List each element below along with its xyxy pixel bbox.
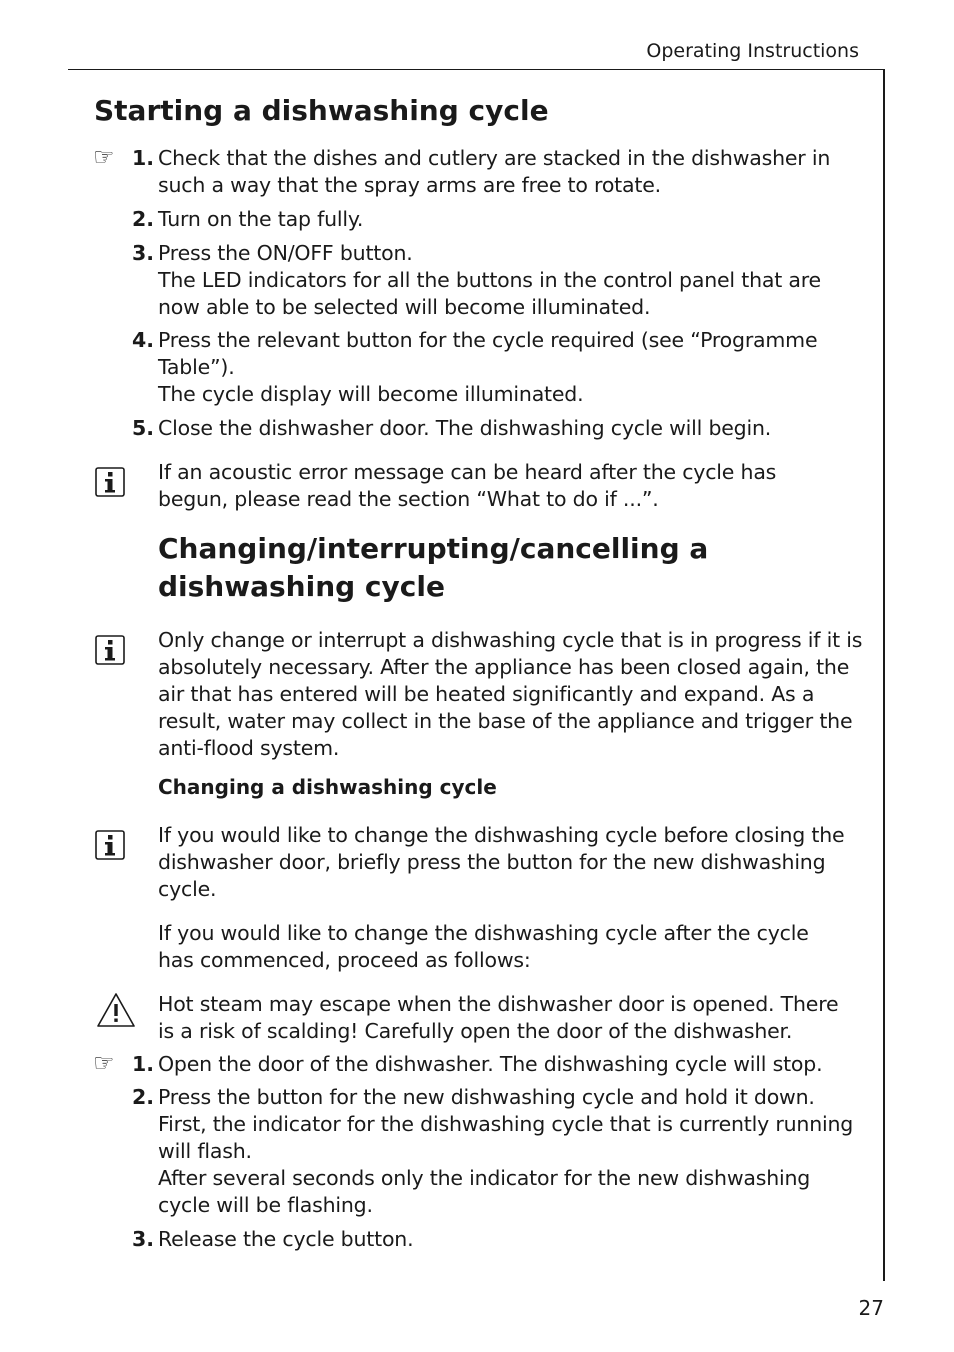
paragraph: If you would like to change the dishwashing cycle after the cycle has commenced, proceed as follows: xyxy=(158,921,809,972)
step-text: Open the door of the dishwasher. The dishwashing cycle will stop. xyxy=(158,1052,823,1076)
section2-heading: Changing/interrupting/cancelling a dishwashing cycle xyxy=(158,532,709,603)
step-number: 5. xyxy=(132,416,155,440)
step-number: 3. xyxy=(132,1227,155,1251)
section1-heading: Starting a dishwashing cycle xyxy=(94,94,549,127)
step-text: Press the button for the new dishwashing cycle and hold it down. xyxy=(158,1085,815,1109)
step-number: 3. xyxy=(132,241,155,265)
info-icon xyxy=(95,635,125,665)
margin-rule xyxy=(883,69,885,1281)
info-icon xyxy=(95,830,125,860)
warning-text: Hot steam may escape when the dishwasher door is opened. There is a risk of scalding! Carefully open the door of the dishwasher. xyxy=(158,992,839,1043)
warning-icon xyxy=(96,992,136,1028)
step-text: Press the ON/OFF button. xyxy=(158,241,413,265)
header-rule xyxy=(68,69,885,70)
step-text: Turn on the tap fully. xyxy=(158,207,364,231)
step-text: Close the dishwasher door. The dishwashing cycle will begin. xyxy=(158,416,772,440)
step-text: Press the relevant button for the cycle required (see “Programme Table”). xyxy=(158,328,818,379)
step-number: 2. xyxy=(132,1085,155,1109)
header-title: Operating Instructions xyxy=(646,40,859,62)
info-icon xyxy=(95,467,125,497)
step-note: First, the indicator for the dishwashing cycle that is currently running will flash. xyxy=(158,1112,854,1163)
step-text: Release the cycle button. xyxy=(158,1227,414,1251)
subsection-heading: Changing a dishwashing cycle xyxy=(158,775,497,799)
info-text: If an acoustic error message can be heard after the cycle has begun, please read the section “What to do if ...”. xyxy=(158,460,777,511)
step-note: The LED indicators for all the buttons in the control panel that are now able to be selected will become illuminated. xyxy=(158,268,821,319)
step-note: The cycle display will become illuminated. xyxy=(158,382,584,406)
pointing-hand-icon: ☞ xyxy=(93,1049,115,1077)
step-number: 2. xyxy=(132,207,155,231)
step-note: After several seconds only the indicator for the new dishwashing cycle will be flashing. xyxy=(158,1166,811,1217)
step-number: 1. xyxy=(132,1052,155,1076)
page-number: 27 xyxy=(858,1296,884,1320)
pointing-hand-icon: ☞ xyxy=(93,143,115,171)
step-number: 1. xyxy=(132,146,155,170)
step-text: Check that the dishes and cutlery are stacked in the dishwasher in such a way that the spray arms are free to rotate. xyxy=(158,146,831,197)
info-text: Only change or interrupt a dishwashing cycle that is in progress if it is absolutely necessary. After the appliance has been closed again, the air that has entered will be heated significantly and expand. As a result, water may collect in the base of the appliance and trigger the anti-flood system. xyxy=(158,628,863,760)
info-text: If you would like to change the dishwashing cycle before closing the dishwasher door, briefly press the button for the new dishwashing cycle. xyxy=(158,823,845,901)
step-number: 4. xyxy=(132,328,155,352)
